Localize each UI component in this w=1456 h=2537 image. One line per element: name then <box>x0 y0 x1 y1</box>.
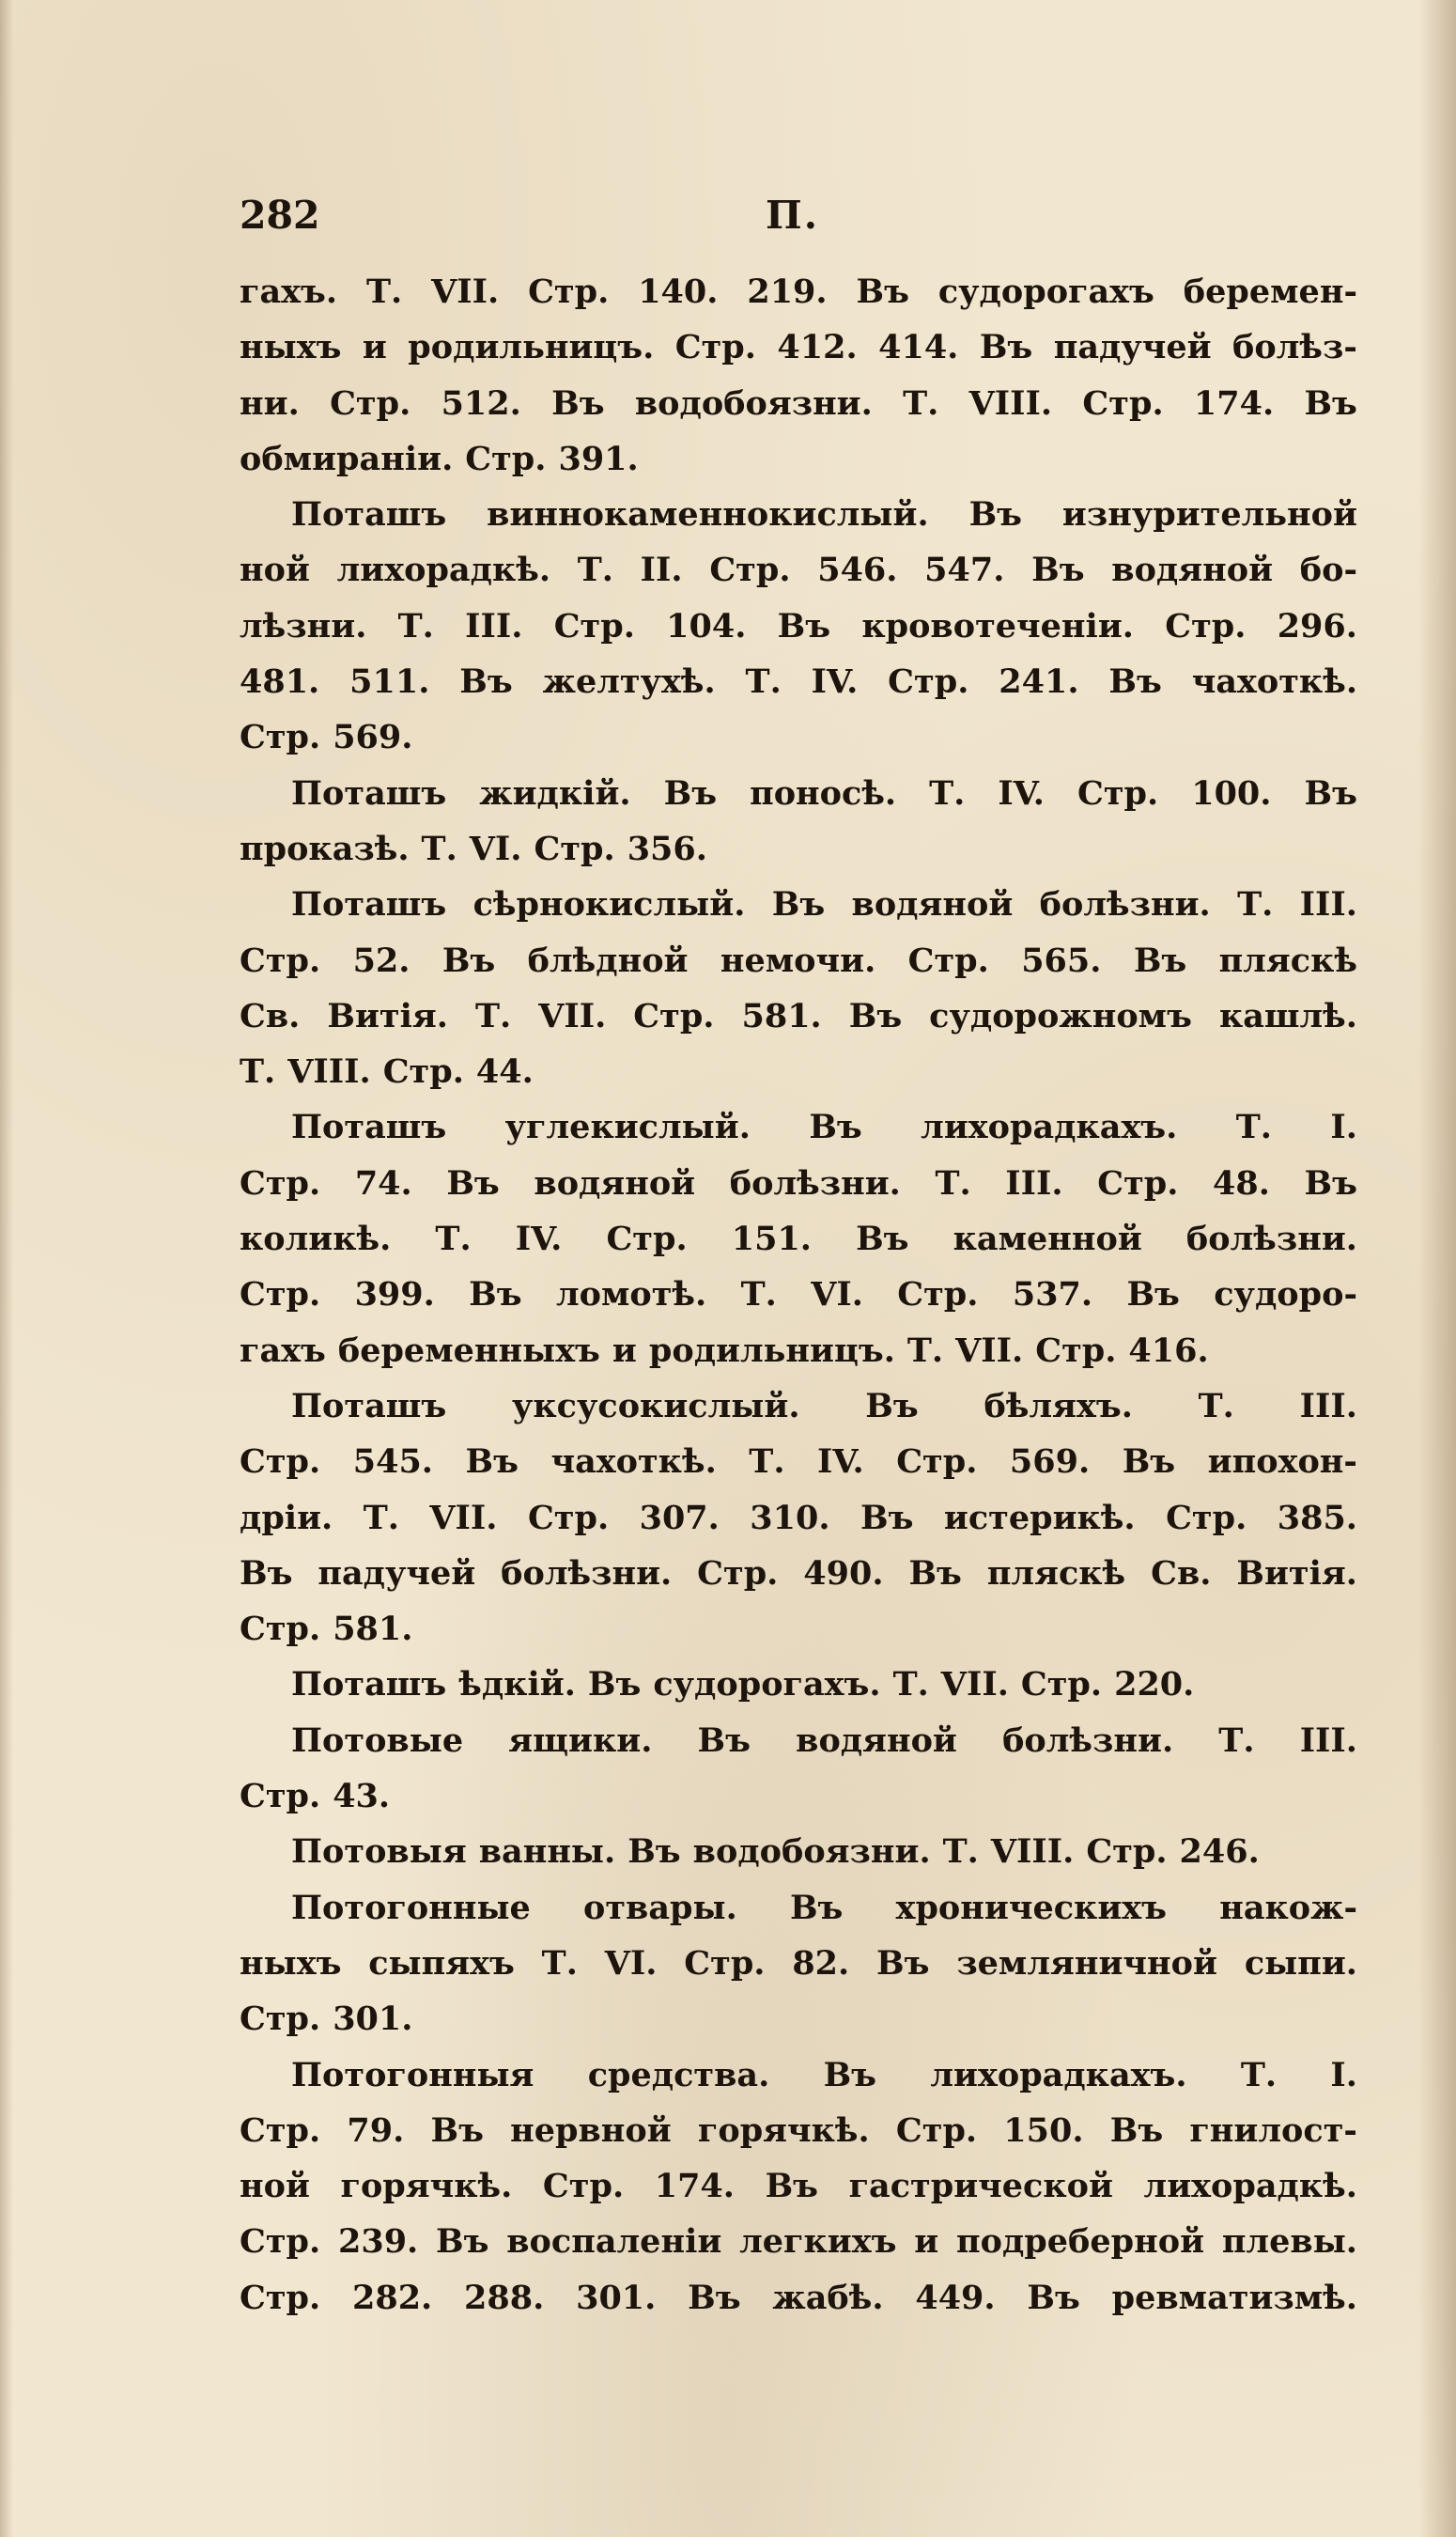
text-line: Поташъ сѣрнокислый. Въ водяной болѣзни. Т. III. <box>291 885 1357 925</box>
text-line: коликѣ. Т. IV. Стр. 151. Въ каменной болѣзни. <box>240 1220 1357 1259</box>
text-line: Поташъ жидкій. Въ поносѣ. Т. IV. Стр. 100. Въ <box>291 773 1357 813</box>
text-line: Поташъ углекислый. Въ лихорадкахъ. Т. I. <box>291 1108 1357 1147</box>
text-line: Т. VIII. Стр. 44. <box>240 1052 534 1092</box>
index-text-block <box>240 272 1357 2334</box>
page-edge-shadow-left <box>0 0 13 2537</box>
text-line: Потовыя ванны. Въ водобоязни. Т. VIII. Стр. 246. <box>291 1832 1260 1872</box>
text-line: Стр. 581. <box>240 1610 413 1649</box>
text-line: Поташъ виннокаменнокислый. Въ изнурительной <box>291 495 1357 535</box>
running-head: П. <box>766 193 819 238</box>
text-line: Стр. 399. Въ ломотѣ. Т. VI. Стр. 537. Въ судоро- <box>240 1275 1357 1315</box>
text-line: гахъ. Т. VII. Стр. 140. 219. Въ судорогахъ беремен- <box>240 272 1357 311</box>
text-line: ни. Стр. 512. Въ водобоязни. Т. VIII. Стр. 174. Въ <box>240 383 1357 423</box>
text-line: Стр. 74. Въ водяной болѣзни. Т. III. Стр. 48. Въ <box>240 1163 1357 1203</box>
page-header <box>240 193 1357 249</box>
text-line: Въ падучей болѣзни. Стр. 490. Въ пляскѣ Св. Витія. <box>240 1553 1357 1593</box>
text-line: проказѣ. Т. VI. Стр. 356. <box>240 829 707 868</box>
text-line: Св. Витія. Т. VII. Стр. 581. Въ судорожномъ кашлѣ. <box>240 996 1357 1035</box>
text-line: ной горячкѣ. Стр. 174. Въ гастрической лихорадкѣ. <box>240 2167 1357 2206</box>
text-line: Поташъ уксусокислый. Въ бѣляхъ. Т. III. <box>291 1386 1357 1425</box>
text-line: ныхъ сыпяхъ Т. VI. Стр. 82. Въ земляничной сыпи. <box>240 1943 1357 1983</box>
text-line: Стр. 545. Въ чахоткѣ. Т. IV. Стр. 569. Въ ипохон- <box>240 1442 1357 1482</box>
text-line: гахъ беременныхъ и родильницъ. Т. VII. Стр. 416. <box>240 1331 1209 1370</box>
text-line: Стр. 282. 288. 301. Въ жабѣ. 449. Въ ревматизмѣ. <box>240 2278 1357 2317</box>
text-line: Стр. 569. <box>240 718 413 757</box>
text-line: Стр. 239. Въ воспаленіи легкихъ и подреберной плевы. <box>240 2222 1357 2262</box>
text-line: Стр. 52. Въ блѣдной немочи. Стр. 565. Въ пляскѣ <box>240 941 1357 980</box>
text-line: ныхъ и родильницъ. Стр. 412. 414. Въ падучей болѣз- <box>240 328 1357 367</box>
page-edge-shadow-right <box>1418 0 1456 2537</box>
text-line: Поташъ ѣдкій. Въ судорогахъ. Т. VII. Стр. 220. <box>291 1665 1195 1704</box>
text-line: 481. 511. Въ желтухѣ. Т. IV. Стр. 241. Въ чахоткѣ. <box>240 662 1357 702</box>
text-line: Потовые ящики. Въ водяной болѣзни. Т. III. <box>291 1720 1357 1760</box>
text-line: лѣзни. Т. III. Стр. 104. Въ кровотеченіи. Стр. 296. <box>240 606 1357 646</box>
text-line: Стр. 301. <box>240 2000 413 2039</box>
text-line: ной лихорадкѣ. Т. II. Стр. 546. 547. Въ водяной бо- <box>240 551 1357 590</box>
text-line: Потогонныя средства. Въ лихорадкахъ. Т. I. <box>291 2055 1357 2094</box>
text-line: Стр. 79. Въ нервной горячкѣ. Стр. 150. Въ гнилост- <box>240 2110 1357 2150</box>
text-line: Стр. 43. <box>240 1777 391 1816</box>
text-line: обмираніи. Стр. 391. <box>240 439 639 478</box>
page-number: 282 <box>240 193 320 238</box>
text-line: дріи. Т. VII. Стр. 307. 310. Въ истерикѣ. Стр. 385. <box>240 1498 1357 1537</box>
text-line: Потогонные отвары. Въ хроническихъ накож- <box>291 1888 1357 1927</box>
